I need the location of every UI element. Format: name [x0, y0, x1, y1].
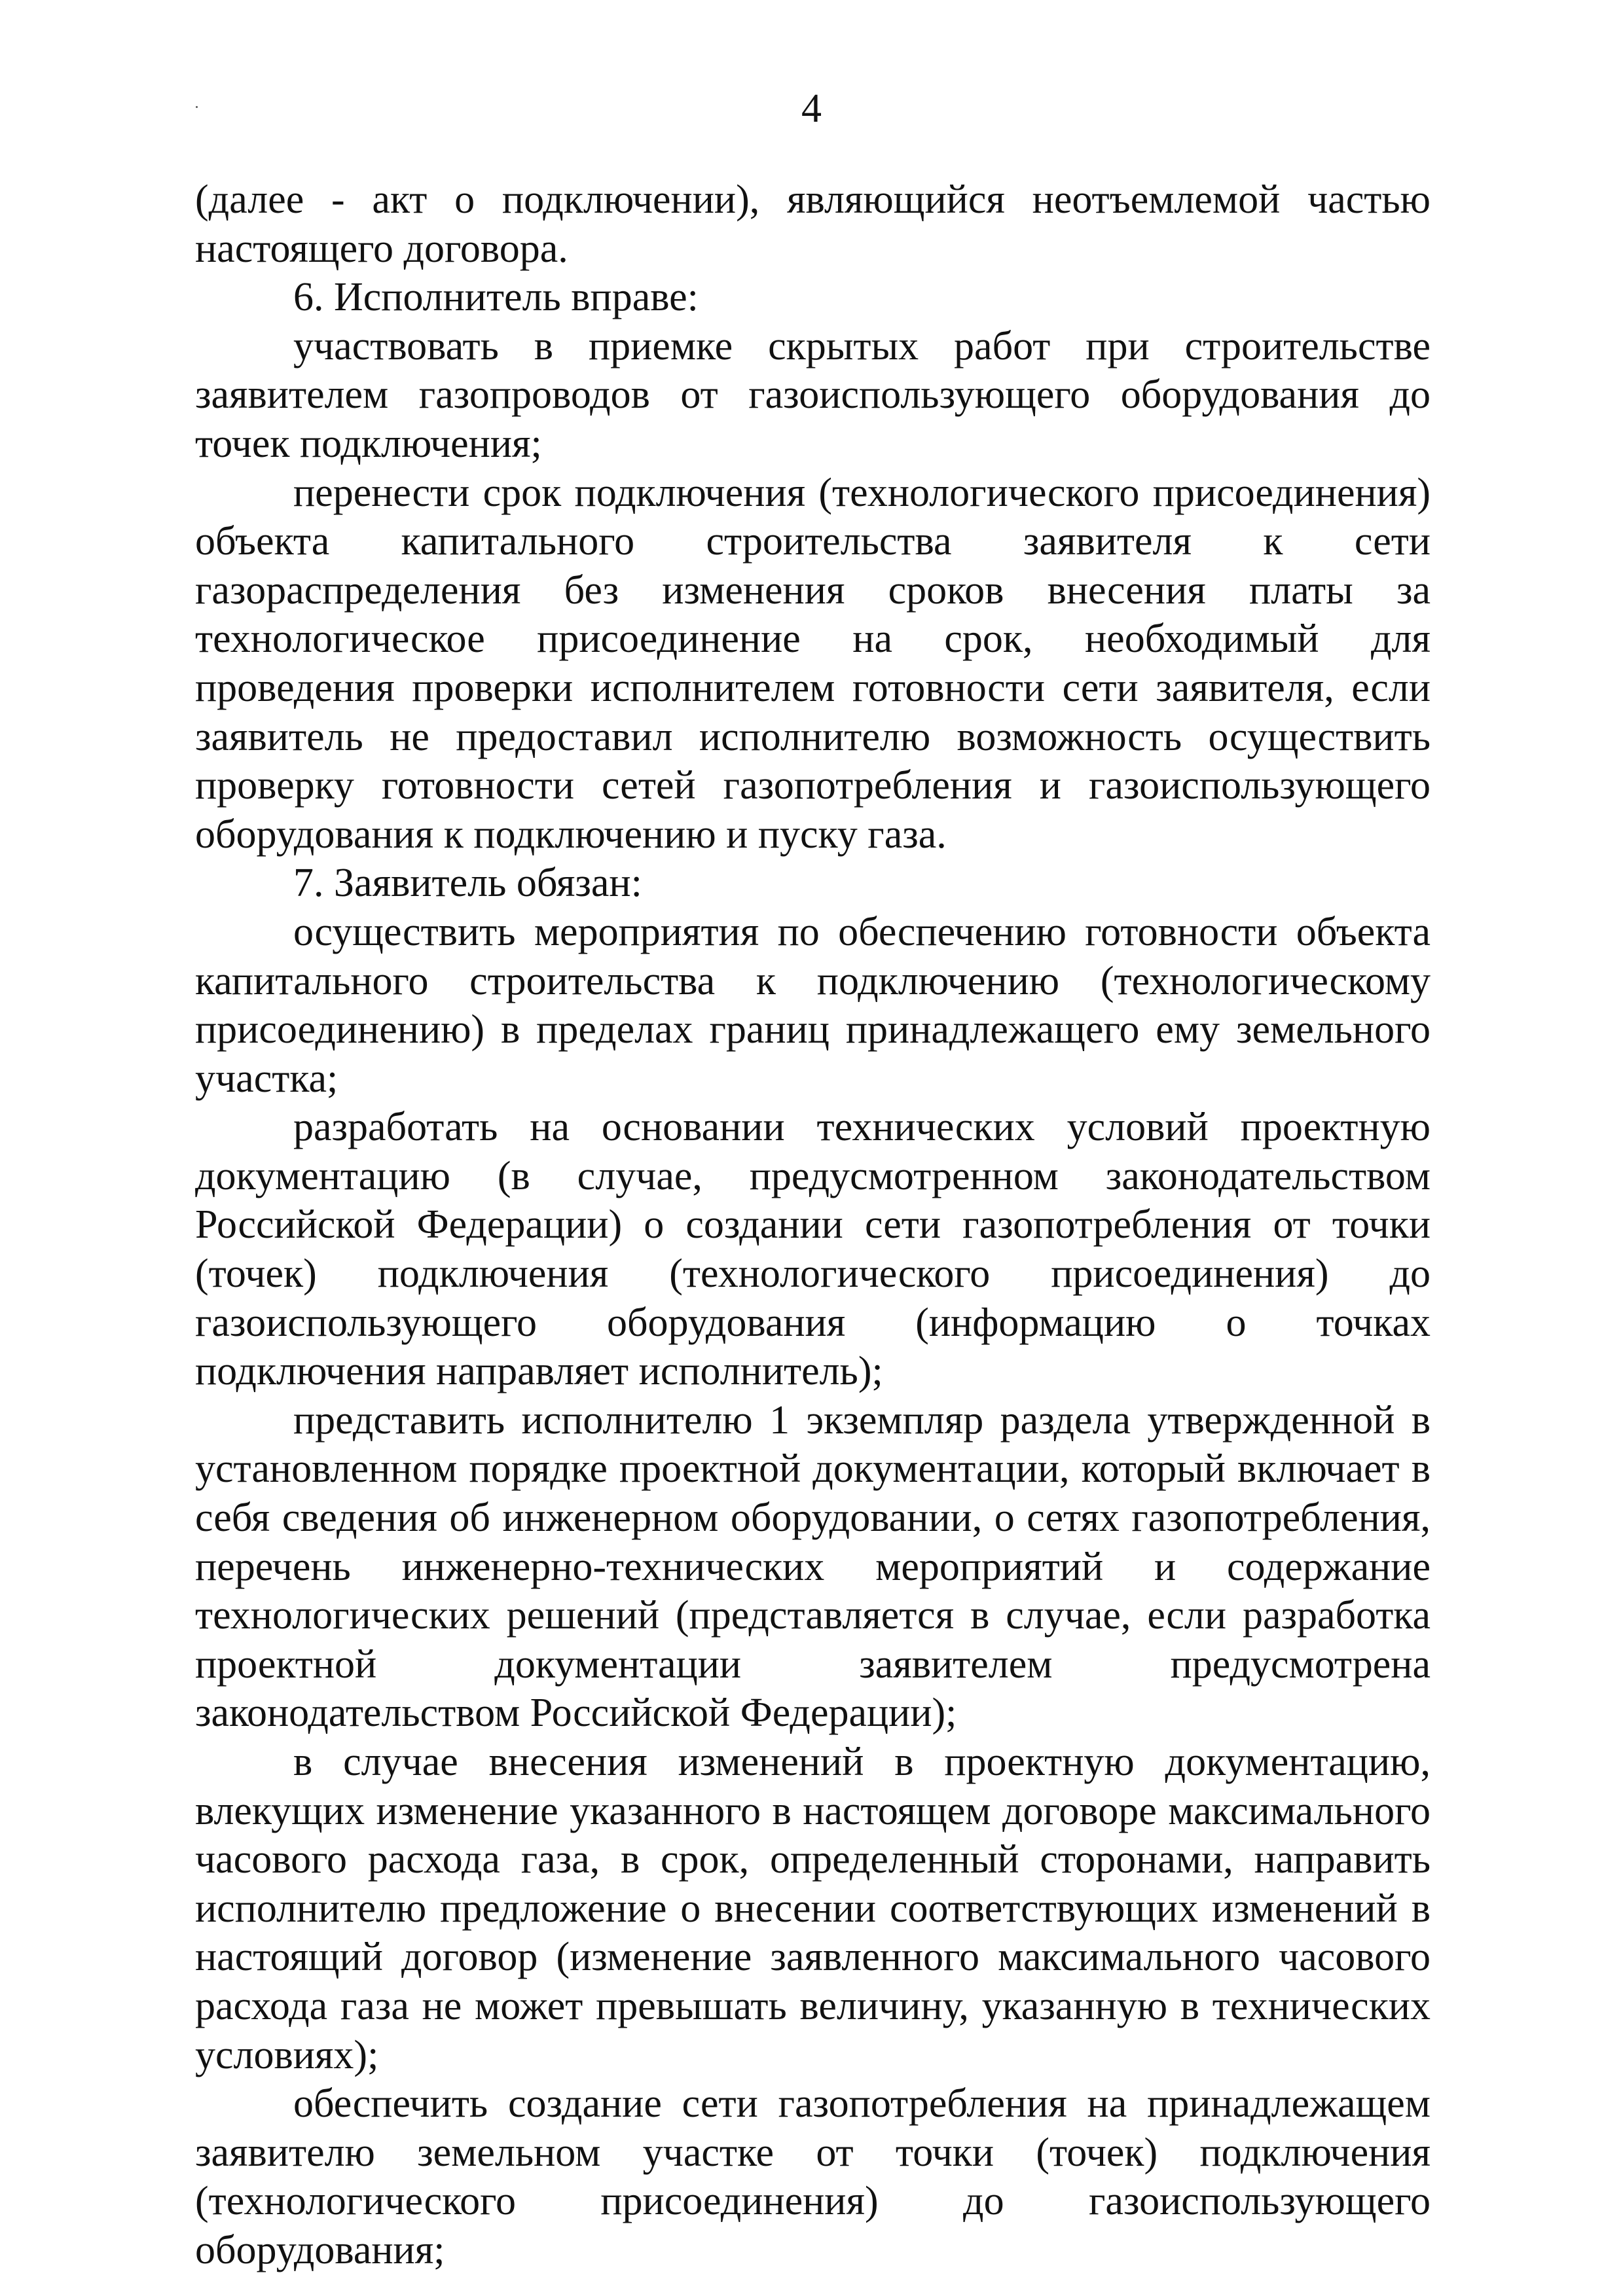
clause-7-item-5: обеспечить создание сети газопотребления на принадлежащем заявителю земельном участке от точки (точек) подключения (технологического присоединения) до газоиспользующего оборудования; — [195, 2081, 1431, 2272]
clause-7-item-3: представить исполнителю 1 экземпляр раздела утвержденной в установленном порядке проектной документации, который включает в себя сведения об инженерном оборудовании, о сетях газопотребления, перечень инженерно-технических мероприятий и содержание технологических решений (представляется в случае, если разработка проектной документации заявителем предусмотрена законодательством Российской Федерации); — [195, 1397, 1431, 1736]
clause-7-item-1: осуществить мероприятия по обеспечению готовности объекта капитального строительства к подключению (технологическому присоединению) в пределах границ принадлежащего ему земельного участка; — [195, 909, 1431, 1101]
clause-7-item-4: в случае внесения изменений в проектную документацию, влекущих изменение указанного в настоящем договоре максимального часового расхода газа, в срок, определенный сторонами, направить исполнителю предложение о внесении соответствующих изменений в настоящий договор (изменение заявленного максимального часового расхода газа не может превышать величину, указанную в технических условиях); — [195, 1740, 1431, 2077]
clause-7-heading: 7. Заявитель обязан: — [293, 861, 642, 906]
clause-6-item-1: участвовать в приемке скрытых работ при строительстве заявителем газопроводов от газоиспользующего оборудования до точек подключения; — [195, 323, 1431, 466]
paragraph-continuation: (далее - акт о подключении), являющийся неотъемлемой частью настоящего договора. — [195, 177, 1431, 271]
clause-6-heading: 6. Исполнитель вправе: — [293, 275, 699, 320]
clause-6-item-2: перенести срок подключения (технологического присоединения) объекта капитального строительства заявителя к сети газораспределения без изменения сроков внесения платы за технологическое присоединение на срок, необходимый для проведения проверки исполнителем готовности сети заявителя, если заявитель не предоставил исполнителю возможность осуществить проверку готовности сетей газопотребления и газоиспользующего оборудования к подключению и пуску газа. — [195, 470, 1431, 857]
document-body — [195, 175, 1431, 2275]
clause-7-item-2: разработать на основании технических условий проектную документацию (в случае, предусмотренном законодательством Российской Федерации) о создании сети газопотребления от точки (точек) подключения (технологического присоединения) до газоиспользующего оборудования (информацию о точках подключения направляет исполнитель); — [195, 1105, 1431, 1394]
page-number: 4 — [801, 86, 822, 131]
scan-artifact-dot — [196, 106, 198, 108]
